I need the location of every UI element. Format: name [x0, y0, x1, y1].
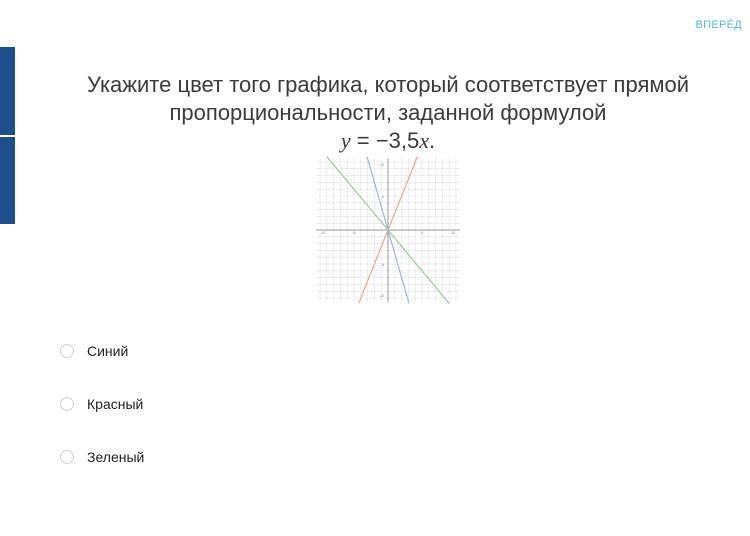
radio-button[interactable] [60, 344, 74, 358]
question-text [30, 71, 746, 155]
option-label: Синий [87, 343, 129, 359]
tick-label: 10 [380, 163, 384, 167]
formula-mid: = −3,5 [350, 128, 420, 153]
side-tab-1[interactable] [0, 47, 15, 135]
tick-label: -5 [352, 231, 356, 235]
question-line-2: пропорциональности, заданной формулой [169, 100, 607, 125]
radio-button[interactable] [60, 450, 74, 464]
answer-options [60, 340, 144, 499]
tick-label: -10 [379, 294, 384, 298]
tick-label: -5 [381, 263, 384, 267]
next-link[interactable]: ВПЕРЁД [695, 19, 742, 31]
formula-x: x [419, 128, 429, 153]
option-green[interactable] [60, 446, 144, 468]
coordinate-graph [314, 156, 462, 304]
option-label: Зеленый [87, 449, 145, 465]
option-blue[interactable] [60, 340, 144, 362]
side-tab-2[interactable] [0, 137, 15, 224]
formula [30, 127, 746, 155]
radio-button[interactable] [60, 397, 74, 411]
question-line-1: Укажите цвет того графика, который соответствует прямой [86, 72, 690, 97]
option-red[interactable] [60, 393, 144, 415]
formula-end: . [428, 128, 436, 153]
tick-label: 5 [382, 195, 384, 199]
tick-label: -10 [320, 231, 326, 235]
formula-y: y [340, 128, 351, 153]
tick-label: 5 [421, 231, 423, 235]
tick-label: 10 [451, 231, 455, 235]
option-label: Красный [87, 396, 144, 412]
